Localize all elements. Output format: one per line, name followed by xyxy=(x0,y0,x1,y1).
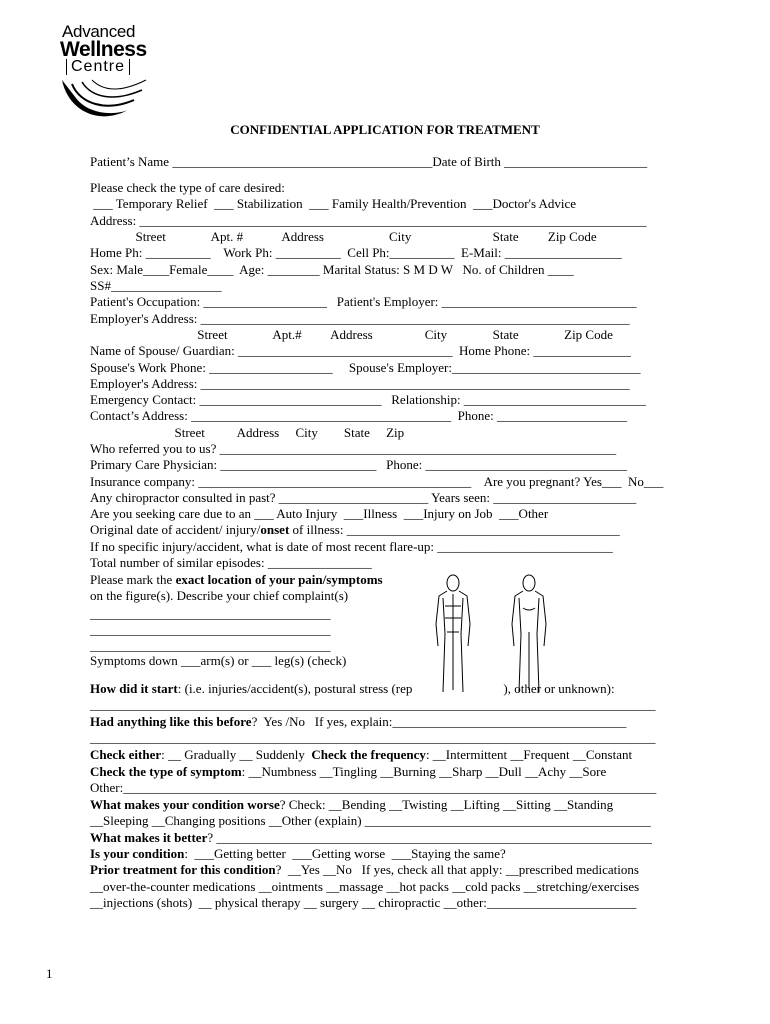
form-line: Please check the type of care desired: xyxy=(90,180,285,195)
logo-swoosh-icon xyxy=(58,70,148,126)
form-line: Original date of accident/ injury/onset of illness: __________________________________________ xyxy=(90,522,620,537)
form-line: __Sleeping __Changing positions __Other (explain) ____________________________________________ xyxy=(90,813,651,828)
form-line: Total number of similar episodes: ________________ xyxy=(90,555,372,570)
form-line: Sex: Male____Female____ Age: ________ Marital Status: S M D W No. of Children ____ xyxy=(90,262,574,277)
form-line: Any chiropractor consulted in past? _______________________ Years seen: ______________________ xyxy=(90,490,637,505)
form-line: Patient’s Name ________________________________________Date of Birth ______________________ xyxy=(90,154,648,169)
form-line: __injections (shots) __ physical therapy __ surgery __ chiropractic __other:_______________________ xyxy=(90,895,637,910)
form-line: Are you seeking care due to an ___ Auto Injury ___Illness ___Injury on Job ___Other xyxy=(90,506,549,521)
form-line: Address: ______________________________________________________________________________ xyxy=(90,213,647,228)
form-line: Home Ph: __________ Work Ph: __________ Cell Ph:__________ E-Mail: __________________ xyxy=(90,245,622,260)
form-line: If no specific injury/accident, what is date of most recent flare-up: ___________________________ xyxy=(90,539,613,554)
form-line: Employer's Address: __________________________________________________________________ xyxy=(90,311,630,326)
page-number: 1 xyxy=(46,966,53,981)
form-line: Spouse's Work Phone: ___________________ Spouse's Employer:_____________________________ xyxy=(90,360,641,375)
form-line: Contact’s Address: ________________________________________ Phone: ____________________ xyxy=(90,408,627,423)
form-line: _____________________________________ xyxy=(90,638,331,653)
form-line: Emergency Contact: ____________________________ Relationship: ____________________________ xyxy=(90,392,646,407)
form-line: What makes your condition worse? Check: __Bending __Twisting __Lifting __Sitting __Standing xyxy=(90,797,614,812)
form-line: Is your condition: ___Getting better ___Getting worse ___Staying the same? xyxy=(90,846,506,861)
body-figure-back-icon xyxy=(433,574,473,696)
form-line: Insurance company: __________________________________________ Are you pregnant? Yes___ No___ xyxy=(90,474,664,489)
form-line: Please mark the exact location of your pain/symptoms xyxy=(90,572,383,587)
form-line: Had anything like this before? Yes /No If yes, explain:____________________________________ xyxy=(90,714,627,729)
logo-line-1: Advanced xyxy=(62,22,136,41)
form-line: Prior treatment for this condition? __Yes __No If yes, check all that apply: __prescribed medications xyxy=(90,862,639,877)
advanced-wellness-logo xyxy=(58,20,150,108)
form-line: Street Apt. # Address City State Zip Code xyxy=(90,229,597,244)
form-line: __over-the-counter medications __ointments __massage __hot packs __cold packs __stretching/exercises xyxy=(90,879,640,894)
form-line: Other:__________________________________________________________________________________ xyxy=(90,780,657,795)
logo-line-3: Centre xyxy=(66,59,130,75)
body-figure-front-icon xyxy=(508,574,550,696)
form-line: What makes it better? ___________________________________________________________________ xyxy=(90,830,652,845)
form-line: ___ Temporary Relief ___ Stabilization ___ Family Health/Prevention ___Doctor's Advice xyxy=(90,196,577,211)
form-line: Name of Spouse/ Guardian: _________________________________ Home Phone: _______________ xyxy=(90,343,631,358)
form-line: _____________________________________ xyxy=(90,622,331,637)
form-line: _____________________________________ xyxy=(90,606,331,621)
logo-line-2: Wellness xyxy=(60,38,147,61)
form-line: Street Apt.# Address City State Zip Code xyxy=(90,327,613,342)
form-line: Symptoms down ___arm(s) or ___ leg(s) (check) xyxy=(90,653,347,668)
form-line: Employer's Address: __________________________________________________________________ xyxy=(90,376,630,391)
form-line: _______________________________________________________________________________________ xyxy=(90,697,656,712)
form-line: SS#_________________ xyxy=(90,278,222,293)
form-title: CONFIDENTIAL APPLICATION FOR TREATMENT xyxy=(230,122,540,137)
form-line: Check the type of symptom: __Numbness __Tingling __Burning __Sharp __Dull __Achy __Sore xyxy=(90,764,607,779)
form-line: Primary Care Physician: ________________________ Phone: _______________________________ xyxy=(90,457,627,472)
form-line: _______________________________________________________________________________________ xyxy=(90,730,656,745)
form-line: on the figure(s). Describe your chief complaint(s) xyxy=(90,588,349,603)
form-line: Who referred you to us? _____________________________________________________________ xyxy=(90,441,617,456)
form-line: How did it start: (i.e. injuries/accident(s), postural stress (rep ), other or unknown): xyxy=(90,681,615,696)
form-line: Check either: __ Gradually __ Suddenly Check the frequency: __Intermittent __Frequent __Constant xyxy=(90,747,633,762)
form-line: Patient's Occupation: ___________________ Patient's Employer: ______________________________ xyxy=(90,294,637,309)
form-line: Street Address City State Zip xyxy=(90,425,405,440)
